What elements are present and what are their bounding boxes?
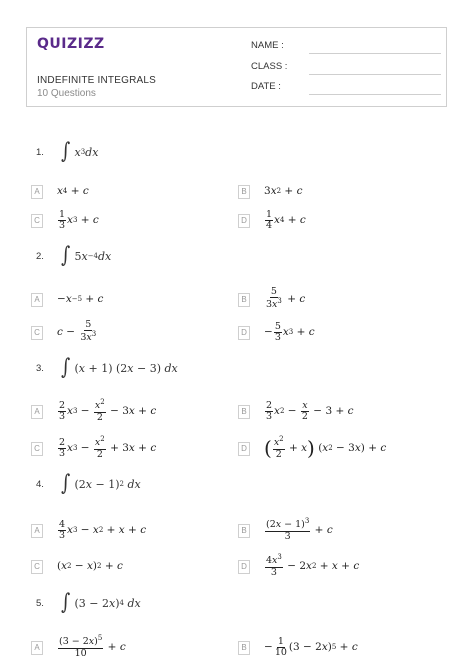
question-number: 3.	[36, 363, 44, 374]
date-label: DATE :	[251, 81, 281, 92]
option-text: − $\frac{1}{10}$ (3 − 2 x ) 5 + c	[264, 635, 358, 658]
option-letter: D	[238, 214, 250, 228]
option-letter: B	[238, 641, 250, 655]
option-text: − x −5 + c	[57, 293, 104, 305]
question-expression: ∫ (2 x − 1) 2 dx	[61, 471, 141, 496]
option-text: $\frac{(3 - 2x)^5}{10}$ + c	[59, 634, 126, 659]
question-number: 5.	[36, 598, 44, 609]
class-label: CLASS :	[251, 61, 288, 72]
option-letter: A	[31, 524, 43, 538]
option-letter: D	[238, 442, 250, 456]
option-text: c − $\frac{5}{3x^3}$	[57, 319, 97, 344]
option-letter: C	[31, 560, 43, 574]
option-text: $\frac{2}{3}$ x 3 − $\frac{x^2}{2}$ + 3 x + c	[59, 435, 157, 460]
class-field[interactable]	[251, 61, 441, 75]
question-expression: ∫ ( x + 1) (2 x − 3) dx	[61, 355, 178, 380]
option-letter: A	[31, 641, 43, 655]
option-letter: A	[31, 293, 43, 307]
option-letter: C	[31, 442, 43, 456]
option-text: x 4 + c	[57, 185, 89, 197]
option-letter: B	[238, 524, 250, 538]
worksheet-title: INDEFINITE INTEGRALS	[37, 75, 157, 86]
question-number: 4.	[36, 479, 44, 490]
quizizz-logo: QUIZIZZ	[37, 36, 105, 52]
option-letter: B	[238, 405, 250, 419]
option-letter: C	[31, 326, 43, 340]
question-expression: ∫ (3 − 2 x ) 4 dx	[61, 590, 141, 615]
option-text: $\frac{(2x - 1)^3}{3}$ + c	[266, 517, 333, 542]
class-line	[309, 74, 441, 75]
question-count: 10 Questions	[37, 88, 96, 99]
option-text: $\frac{4}{3}$ x 3 − x 2 + x + c	[59, 518, 147, 541]
name-label: NAME :	[251, 40, 284, 51]
option-letter: D	[238, 326, 250, 340]
option-letter: B	[238, 293, 250, 307]
option-text: $\frac{2}{3}$ x 2 − $\frac{x}{2}$ − 3 + c	[266, 399, 354, 422]
date-field[interactable]	[251, 81, 441, 95]
option-text: $\frac{5}{3x^3}$ + c	[266, 286, 306, 311]
option-letter: A	[31, 405, 43, 419]
option-text: $\frac{1}{4}$ x 4 + c	[266, 208, 306, 231]
date-line	[309, 94, 441, 95]
option-letter: A	[31, 185, 43, 199]
option-text: − $\frac{5}{3}$ x 3 + c	[264, 320, 315, 343]
option-letter: D	[238, 560, 250, 574]
name-line	[309, 53, 441, 54]
worksheet-header	[26, 27, 447, 107]
question-expression: ∫ 5 x −4 dx	[61, 243, 112, 268]
option-text: $\frac{4x^3}{3}$ − 2 x 2 + x + c	[266, 553, 360, 578]
option-letter: B	[238, 185, 250, 199]
question-number: 1.	[36, 147, 44, 158]
question-number: 2.	[36, 251, 44, 262]
name-field[interactable]	[251, 40, 441, 54]
option-text: ( x 2 − x ) 2 + c	[57, 560, 123, 572]
question-expression: ∫ x 3 dx	[61, 139, 99, 164]
option-text: 3 x 2 + c	[264, 185, 303, 197]
option-text: $\frac{1}{3}$ x 3 + c	[59, 208, 99, 231]
option-text: $\frac{2}{3}$ x 3 − $\frac{x^2}{2}$ − 3 x + c	[59, 398, 157, 423]
option-text: ( $\frac{x^2}{2}$ + x ) ( x 2 − 3 x ) + c	[264, 435, 387, 460]
option-letter: C	[31, 214, 43, 228]
